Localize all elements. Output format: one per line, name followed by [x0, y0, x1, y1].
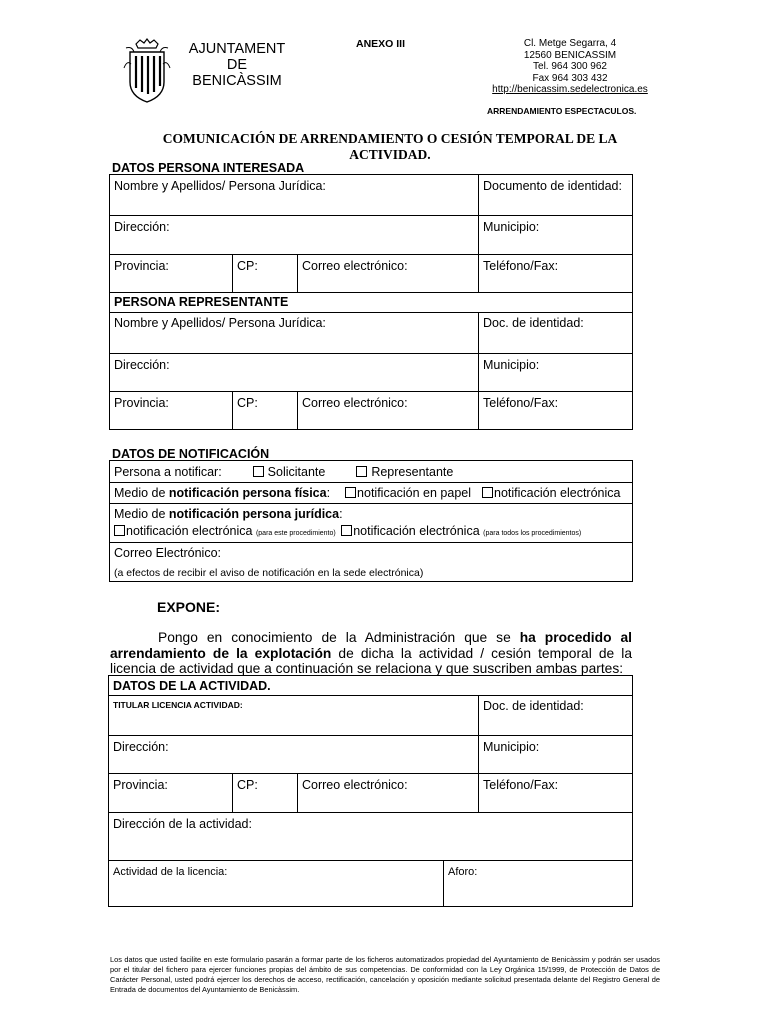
- electronica-fisica-checkbox[interactable]: [482, 487, 493, 498]
- actividad-doc-field[interactable]: Doc. de identidad:: [483, 699, 584, 713]
- fisica-label: notificación persona física: [168, 486, 327, 500]
- representante-phone-field[interactable]: Teléfono/Fax:: [483, 396, 559, 410]
- fisica-prefix: Medio de: [114, 486, 169, 500]
- interesada-city-field[interactable]: Municipio:: [483, 220, 540, 234]
- representante-city-field[interactable]: Municipio:: [483, 358, 540, 372]
- interesada-province-field[interactable]: Provincia:: [114, 259, 169, 273]
- papel-label: notificación en papel: [357, 486, 472, 500]
- activity-address-field[interactable]: Dirección de la actividad:: [113, 817, 252, 831]
- solicitante-checkbox[interactable]: [253, 466, 264, 477]
- expone-text-start: Pongo en conocimiento de la Administración que se: [158, 630, 520, 645]
- category-label: ARRENDAMIENTO ESPECTACULOS.: [487, 106, 637, 116]
- form-title-line1: COMUNICACIÓN DE ARRENDAMIENTO O CESIÓN TEMPORAL DE LA: [162, 131, 618, 146]
- actividad-city-field[interactable]: Municipio:: [483, 740, 540, 754]
- header-address: Cl. Metge Segarra, 4: [523, 38, 617, 49]
- notify-person-label: Persona a notificar:: [114, 465, 222, 479]
- solicitante-label: Solicitante: [267, 465, 326, 479]
- expone-text-end: licencia de actividad que a continuación se relaciona y que suscriben ambas partes:: [110, 661, 624, 676]
- actividad-phone-field[interactable]: Teléfono/Fax:: [483, 778, 559, 792]
- papel-checkbox[interactable]: [345, 487, 356, 498]
- electronica-proc-note: (para este procedimiento): [255, 530, 336, 537]
- expone-bold-1: ha procedido al: [519, 630, 632, 645]
- juridica-suffix: :: [339, 507, 343, 521]
- juridica-prefix: Medio de: [114, 507, 169, 521]
- notify-email-field[interactable]: Correo Electrónico:: [114, 546, 221, 560]
- interesada-cp-field[interactable]: CP:: [237, 259, 258, 273]
- notify-email-note: (a efectos de recibir el aviso de notificación en la sede electrónica): [114, 567, 424, 579]
- electronica-all-label: notificación electrónica: [353, 524, 480, 538]
- fisica-suffix: :: [326, 486, 331, 500]
- electronica-proc-checkbox[interactable]: [114, 525, 125, 536]
- annex-label: ANEXO III: [356, 38, 406, 50]
- section-heading-representante: PERSONA REPRESENTANTE: [114, 295, 289, 309]
- coat-of-arms-icon: [122, 38, 172, 104]
- interesada-email-field[interactable]: Correo electrónico:: [302, 259, 408, 273]
- org-name-line1: AJUNTAMENT: [188, 41, 286, 57]
- section-heading-notificacion: DATOS DE NOTIFICACIÓN: [112, 447, 270, 461]
- expone-heading: EXPONE:: [157, 599, 221, 615]
- representante-doc-field[interactable]: Doc. de identidad:: [483, 316, 584, 330]
- interesada-address-field[interactable]: Dirección:: [114, 220, 170, 234]
- header-fax: Fax 964 303 432: [532, 72, 608, 84]
- representante-label: Representante: [371, 465, 454, 479]
- electronica-all-note: (para todos los procedimientos): [483, 530, 582, 537]
- electronica-fisica-label: notificación electrónica: [494, 486, 621, 500]
- license-activity-field[interactable]: Actividad de la licencia:: [113, 866, 228, 878]
- privacy-footer: Los datos que usted facilite en este formulario pasarán a formar parte de los ficheros automatizados propiedad del Ayuntamiento de Benicàssim y podrán ser usados por el titular del fichero para ejercer funciones propias del ámbito de sus competencias. De conformidad con la Ley Orgánica 15/1999, de Protección de Datos de Carácter Personal, usted podrá ejercer los derechos de acceso, rectificación, cancelación y oposición mediante solicitud presentada delante del Registro General de Entrada de documentos del Ayuntamiento de Benicàssim.: [110, 955, 660, 994]
- expone-bold-2: arrendamiento de la explotación: [110, 645, 332, 661]
- representante-checkbox[interactable]: [356, 466, 367, 477]
- actividad-province-field[interactable]: Provincia:: [113, 778, 168, 792]
- actividad-cp-field[interactable]: CP:: [237, 778, 258, 792]
- actividad-email-field[interactable]: Correo electrónico:: [302, 778, 408, 792]
- capacity-field[interactable]: Aforo:: [448, 866, 478, 878]
- representante-name-field[interactable]: Nombre y Apellidos/ Persona Jurídica:: [114, 316, 326, 330]
- header-phone: Tel. 964 300 962: [533, 61, 607, 72]
- expone-text-mid: de dicha la actividad / cesión temporal de la: [331, 645, 633, 661]
- section-heading-interesada: DATOS PERSONA INTERESADA: [112, 161, 305, 175]
- representante-email-field[interactable]: Correo electrónico:: [302, 396, 408, 410]
- electronica-proc-label: notificación electrónica: [126, 524, 253, 538]
- section-heading-actividad: DATOS DE LA ACTIVIDAD.: [113, 679, 271, 693]
- interesada-phone-field[interactable]: Teléfono/Fax:: [483, 259, 559, 273]
- representante-cp-field[interactable]: CP:: [237, 396, 258, 410]
- interesada-name-field[interactable]: Nombre y Apellidos/ Persona Jurídica:: [114, 179, 326, 193]
- org-name-line3: BENICÀSSIM: [192, 73, 282, 89]
- representante-address-field[interactable]: Dirección:: [114, 358, 170, 372]
- org-name-line2: DE: [226, 57, 248, 73]
- header-url-link[interactable]: http://benicassim.sedelectronica.es: [492, 84, 648, 95]
- actividad-address-field[interactable]: Dirección:: [113, 740, 169, 754]
- representante-province-field[interactable]: Provincia:: [114, 396, 169, 410]
- header-postal: 12560 BENICASSIM: [523, 49, 617, 61]
- form-title-line2: ACTIVIDAD.: [349, 147, 431, 162]
- juridica-label: notificación persona jurídica: [168, 507, 340, 521]
- titular-field[interactable]: TITULAR LICENCIA ACTIVIDAD:: [113, 700, 243, 710]
- interesada-doc-field[interactable]: Documento de identidad:: [483, 179, 622, 193]
- electronica-all-checkbox[interactable]: [341, 525, 352, 536]
